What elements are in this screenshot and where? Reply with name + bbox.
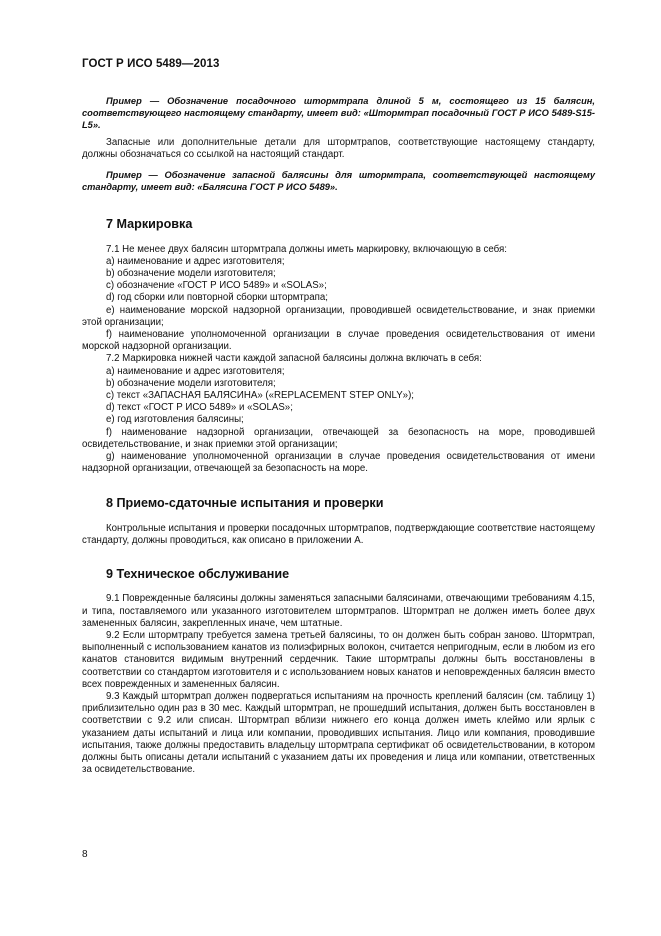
marking-item: c) текст «ЗАПАСНАЯ БАЛЯСИНА» («REPLACEMENT STEP ONLY»);: [106, 390, 414, 402]
marking-item: 7.2 Маркировка нижней части каждой запасной балясины должна включать в себя:: [106, 353, 482, 365]
running-header: ГОСТ Р ИСО 5489—2013: [82, 58, 220, 70]
section-9-2-paragraph: 9.2 Если штормтрапу требуется замена третьей балясины, то он должен быть собран заново. Штормтрап, выполненный с использованием канатов из полиэфирных волокон, считается непригодным, если в любом из его канатов становится видимым внутренний сердечник. Такие штормтрапы должны быть восстановлены в соответствии со стандартом изготовителя и с использованием новых канатов и неповрежденных балясин вместо всех поврежденных и замененных балясин.: [82, 629, 595, 690]
section-9-1-paragraph: 9.1 Поврежденные балясины должны заменяться запасными балясинами, отвечающими требованиям 4.15, и типа, поставляемого или указанного изготовителем штормтрапов. Штормтрап не должен иметь более двух замененных балясин, закрепленных иначе, чем штатные.: [82, 593, 595, 629]
marking-item: b) обозначение модели изготовителя;: [106, 377, 276, 389]
section-7-body: [82, 244, 595, 476]
section-8-text: Контрольные испытания и проверки посадочных штормтрапов, подтверждающие соответствие настоящему стандарту, должны проводиться, как описано в приложении А.: [82, 522, 595, 546]
spare-parts-paragraph: Запасные или дополнительные детали для штормтрапов, соответствующие настоящему стандарту, должны обозначаться со ссылкой на настоящий стандарт.: [82, 136, 595, 160]
section-7-heading: 7 Маркировка: [106, 217, 193, 232]
marking-item: d) текст «ГОСТ Р ИСО 5489» и «SOLAS»;: [106, 402, 293, 414]
page-number: 8: [82, 849, 88, 860]
section-8-heading: 8 Приемо-сдаточные испытания и проверки: [106, 496, 384, 511]
section-9-heading: 9 Техническое обслуживание: [106, 567, 290, 582]
marking-item: a) наименование и адрес изготовителя;: [106, 255, 285, 267]
marking-item: d) год сборки или повторной сборки штормтрапа;: [106, 292, 328, 304]
marking-item: 7.1 Не менее двух балясин штормтрапа должны иметь маркировку, включающую в себя:: [106, 243, 507, 255]
marking-item: a) наименование и адрес изготовителя;: [106, 365, 285, 377]
marking-item: g) наименование уполномоченной организации в случае проведения освидетельствования от имени надзорной организации, отвечающей за безопасность на море.: [82, 451, 595, 475]
page-content: [82, 95, 595, 776]
marking-item: b) обозначение модели изготовителя;: [106, 268, 276, 280]
example-note-1: Пример — Обозначение посадочного штормтрапа длиной 5 м, состоящего из 15 балясин, соответствующего настоящему стандарту, имеет вид: «Штормтрап посадочный ГОСТ Р ИСО 5489-S15-L5».: [82, 96, 595, 131]
marking-item: f) наименование надзорной организации, отвечающей за безопасность на море, проводившей освидетельствование, и знак приемки этой организации;: [82, 426, 595, 450]
marking-item: c) обозначение «ГОСТ Р ИСО 5489» и «SOLAS»;: [106, 280, 327, 292]
marking-item: f) наименование уполномоченной организации в случае проведения освидетельствования от имени морской надзорной организации.: [82, 329, 595, 353]
section-9-3-paragraph: 9.3 Каждый штормтрап должен подвергаться испытаниям на прочность креплений балясин (см. таблицу 1) приблизительно один раз в 30 мес. Каждый штормтрап, не прошедший испытания, должен быть восстановлен в соответствии с 9.2 или списан. Штормтрап вблизи нижнего его конца должен иметь клеймо или ярлык с указанием даты испытаний и лица или компании, проводивших испытания. Лицо или компания, проводившие испытания, также должны предоставить владельцу штормтрапа сертификат об освидетельствовании, в котором должны быть описаны детали испытаний с указанием даты их проведения и лица или компании, ответственных за освидетельствование.: [82, 690, 595, 776]
example-note-2: Пример — Обозначение запасной балясины для штормтрапа, соответствующей настоящему стандарту, имеет вид: «Балясина ГОСТ Р ИСО 5489».: [82, 170, 595, 193]
marking-item: e) наименование морской надзорной организации, проводившей освидетельствование, и знак приемки этой организации;: [82, 304, 595, 328]
marking-item: e) год изготовления балясины;: [106, 414, 244, 426]
